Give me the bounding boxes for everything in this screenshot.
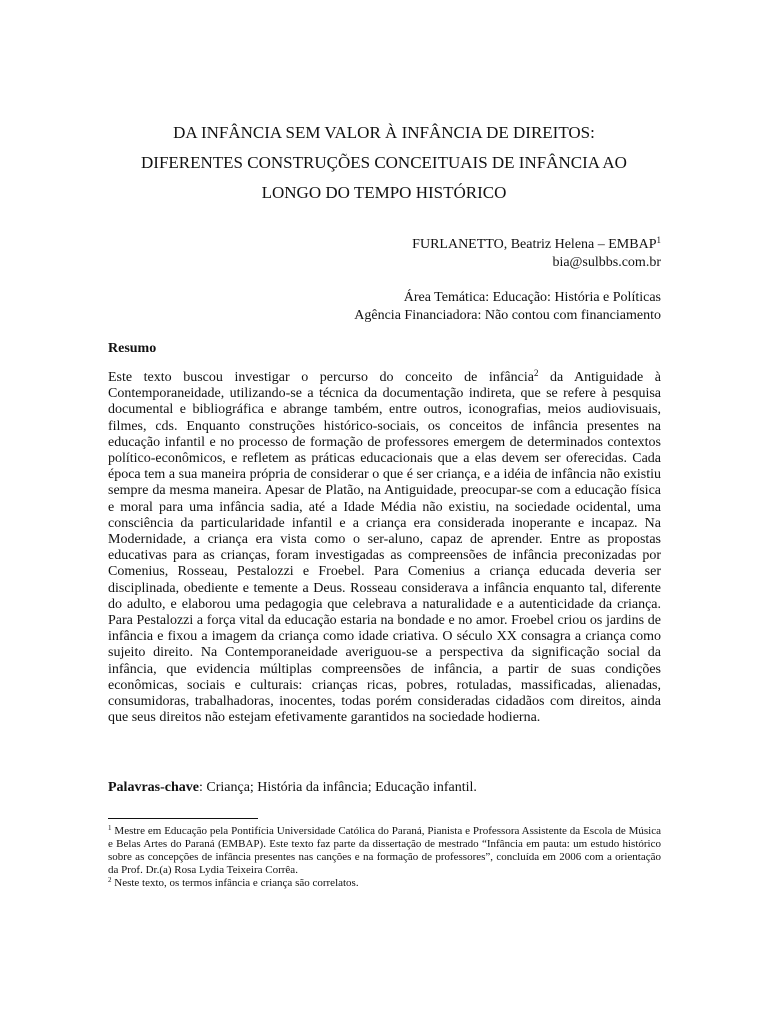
abstract-heading: Resumo [108, 341, 157, 356]
author-footnote-mark: 1 [656, 235, 661, 245]
footnote-2 [108, 877, 661, 890]
author-email: bia@sulbbs.com.br [552, 255, 661, 270]
title-line-1: DA INFÂNCIA SEM VALOR À INFÂNCIA DE DIREITOS: [173, 123, 595, 142]
footnote-1-text: Mestre em Educação pela Pontifícia Universidade Católica do Paraná, Pianista e Professora Assistente da Escola de Música e Belas Artes do Paraná (EMBAP). Este texto faz parte da dissertação de mestrado “Infância em pauta: um estudo histórico sobre as concepções de infância presentes nas canções e na formação de professores”, concluída em 2006 com a orientação da Prof. Dr.(a) Rosa Lydia Teixeira Corrêa. [108, 825, 661, 876]
footnote-1-mark: 1 [108, 824, 112, 832]
abstract-body [108, 370, 661, 726]
meta-block [354, 289, 661, 325]
abstract-text-rest: da Antiguidade à Contemporaneidade, utilizando-se a técnica da documentação indireta, que se refere à pesquisa documental e bibliográfica e abrange também, entre outros, iconografias, meios audiovisuais, filmes, cds. Enquanto construções histórico-sociais, os conceitos de infância presentes na educação infantil e no processo de formação de professores emergem de determinados contextos político-econômicos, e refletem as práticas educacionais que a elas devem ser oferecidas. Cada época tem a sua maneira própria de considerar o que é ser criança, e a idéia de infância não existiu sempre da mesma maneira. Apesar de Platão, na Antiguidade, preocupar-se com a educação física e moral para uma infância sadia, até a Idade Média não existiu, na sociedade ocidental, uma consciência da particularidade infantil e a criança era considerada inoperante e incapaz. Na Modernidade, a criança era vista como o ser-aluno, capaz de aprender. Entre as propostas educativas para as crianças, foram investigadas as compreensões de infância preconizadas por Comenius, Rosseau, Pestalozzi e Froebel. Para Comenius a criança educada deveria ser disciplinada, obediente e temente a Deus. Rosseau considerava a infância enquanto tal, diferente do adulto, e elaborou uma pedagogia que celebrava a naturalidade e a autenticidade da criança. Para Pestalozzi a força vital da educação estaria na bondade e no amor. Froebel criou os jardins de infância e fixou a imagem da criança como idade criativa. O século XX consagra a criança como sujeito direito. Na Contemporaneidade averiguou-se a perspectiva da significação social da infância, que evidencia múltiplas compreensões de infância, a partir de suas condições econômicas, sociais e culturais: crianças ricas, pobres, rotuladas, massificadas, alienadas, consumidoras, trabalhadoras, inocentes, todas porém consideradas cidadãos com direitos, ainda que seus direitos não estejam efetivamente garantidos na sociedade hodierna. [108, 370, 661, 726]
author-line [412, 236, 661, 254]
footnote-1 [108, 825, 661, 877]
title-line-3: LONGO DO TEMPO HISTÓRICO [261, 183, 507, 202]
abstract-text-start: Este texto buscou investigar o percurso do conceito de infância [108, 370, 534, 385]
paper-title [80, 118, 688, 208]
keywords-separator: : [198, 780, 207, 795]
keywords-text: Criança; História da infância; Educação infantil. [206, 780, 477, 795]
author-block [412, 236, 661, 272]
title-line-2: DIFERENTES CONSTRUÇÕES CONCEITUAIS DE INFÂNCIA AO [141, 153, 627, 172]
abstract-footnote-mark: 2 [533, 368, 539, 378]
author-name: FURLANETTO, Beatriz Helena – EMBAP [412, 237, 657, 252]
keywords [108, 779, 477, 797]
keywords-label: Palavras-chave [108, 780, 199, 795]
footnote-2-mark: 2 [108, 876, 112, 884]
thematic-area: Área Temática: Educação: História e Políticas [403, 290, 661, 305]
footnote-2-text: Neste texto, os termos infância e criança são correlatos. [111, 877, 359, 889]
funding-agency: Agência Financiadora: Não contou com financiamento [354, 308, 661, 323]
footnotes [108, 825, 661, 890]
footnote-divider [108, 818, 258, 819]
